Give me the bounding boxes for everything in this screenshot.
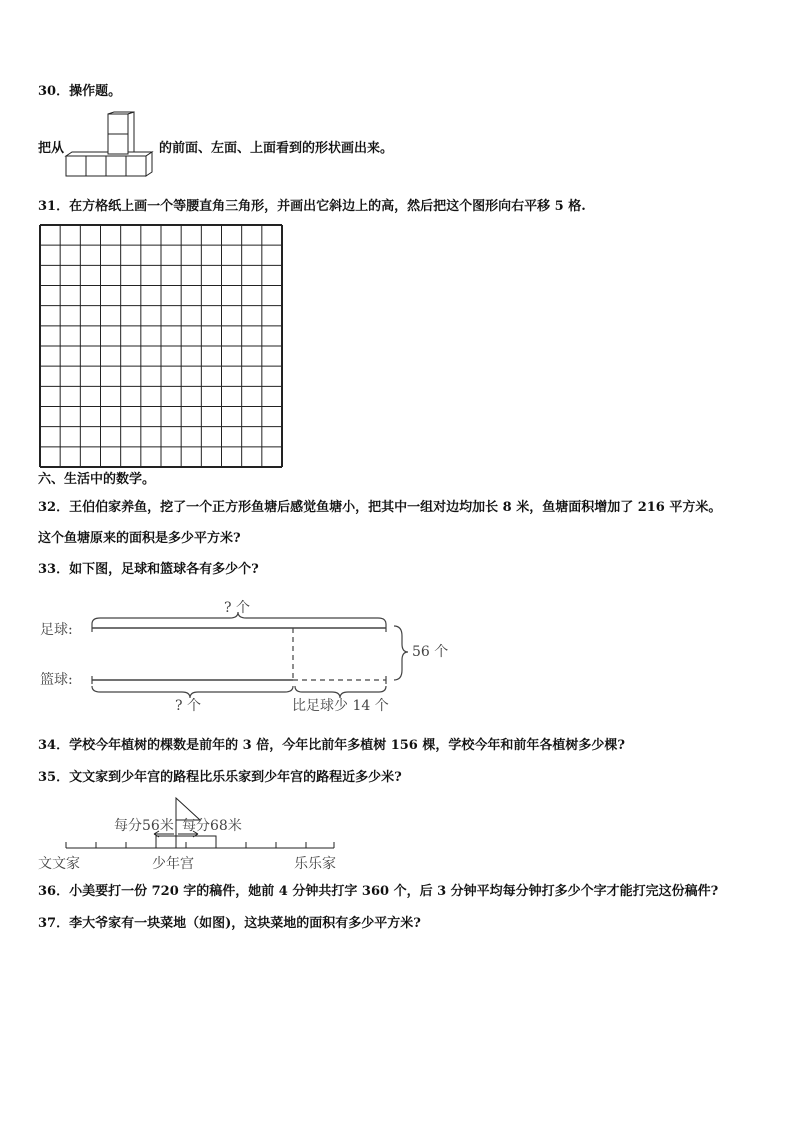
bottom-right-brace: [295, 686, 386, 698]
place-left-label: 文文家: [38, 856, 80, 872]
q30-suffix: 的前面、左面、上面看到的形状画出来。: [159, 141, 394, 156]
label-basketball: 篮球:: [40, 672, 73, 688]
q37-text: 37．李大爷家有一块菜地（如图)，这块菜地的面积有多少平方米?: [38, 916, 421, 931]
flag: [176, 798, 200, 820]
q32-line1: 32．王伯伯家养鱼，挖了一个正方形鱼塘后感觉鱼塘小，把其中一组对边均加长 8 米，鱼塘面积增加了 216 平方米。: [38, 500, 722, 515]
q32-line2: 这个鱼塘原来的面积是多少平方米?: [38, 531, 241, 546]
q35-text: 35．文文家到少年宫的路程比乐乐家到少年宫的路程近多少米?: [38, 770, 402, 785]
place-right-label: 乐乐家: [294, 856, 336, 872]
q30-heading: 30．操作题。: [38, 84, 122, 99]
top-unknown-label: ? 个: [224, 600, 250, 616]
square-grid-paper: [38, 223, 284, 469]
speed-right-label: 每分68米: [182, 818, 242, 834]
q33-text: 33．如下图，足球和篮球各有多少个?: [38, 562, 259, 577]
cube-stack-figure: [66, 112, 158, 178]
q36-text: 36．小美要打一份 720 字的稿件，她前 4 分钟共打字 360 个，后 3 分钟平均每分钟打多少个字才能打完这份稿件?: [38, 884, 719, 899]
q30-prefix: 把从: [38, 141, 65, 156]
label-soccer: 足球:: [40, 622, 73, 638]
total-label: 56 个: [412, 644, 449, 660]
speed-left-label: 每分56米: [114, 818, 174, 834]
q31-text: 31．在方格纸上画一个等腰直角三角形，并画出它斜边上的高，然后把这个图形向右平移 5 格.: [38, 199, 586, 214]
q34-text: 34．学校今年植树的棵数是前年的 3 倍，今年比前年多植树 156 棵，学校今年和前年各植树多少棵?: [38, 738, 625, 753]
right-brace: [394, 626, 408, 680]
less-note-label: 比足球少 14 个: [292, 698, 389, 714]
balls-bar-diagram: [40, 594, 460, 722]
place-mid-label: 少年宫: [152, 856, 194, 872]
bottom-unknown-label: ? 个: [175, 698, 201, 714]
section-6-title: 六、生活中的数学。: [38, 472, 156, 487]
bottom-left-brace: [92, 686, 293, 698]
route-diagram: [38, 796, 368, 876]
